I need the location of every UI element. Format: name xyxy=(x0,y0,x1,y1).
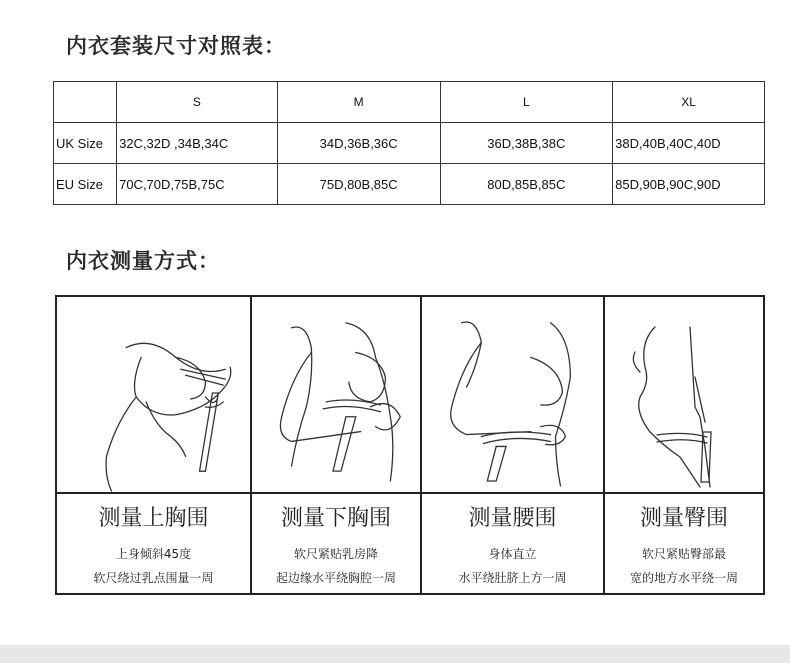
table-cell: 80D,85B,85C xyxy=(440,164,613,205)
table-cell: 70C,70D,75B,75C xyxy=(117,164,278,205)
table-row xyxy=(54,123,765,164)
table-header-cell: M xyxy=(277,82,440,123)
row-label: UK Size xyxy=(54,123,117,164)
table-header-cell: S xyxy=(117,82,278,123)
table-cell: 36D,38B,38C xyxy=(440,123,613,164)
panel-instruction: 水平绕肚脐上方一周 xyxy=(458,571,567,585)
panel-divider xyxy=(422,492,603,494)
table-header-row xyxy=(54,82,765,123)
table-row xyxy=(54,164,765,205)
footer-band xyxy=(0,645,790,663)
panel-divider xyxy=(605,492,763,494)
hip-illustration-icon xyxy=(605,297,763,492)
panel-title: 测量上胸围 xyxy=(98,506,209,531)
panel-hip xyxy=(605,297,763,593)
table-header-cell xyxy=(54,82,117,123)
panel-title: 测量腰围 xyxy=(468,506,557,531)
table-header-cell: XL xyxy=(613,82,765,123)
table-cell: 85D,90B,90C,90D xyxy=(613,164,765,205)
upper-bust-illustration-icon xyxy=(57,297,250,492)
panel-upper-bust xyxy=(57,297,252,593)
panel-instruction: 软尺紧贴乳房降 xyxy=(293,547,378,561)
size-chart-table xyxy=(53,81,765,205)
measurement-guide xyxy=(55,295,765,595)
panel-divider xyxy=(252,492,420,494)
table-cell: 34D,36B,36C xyxy=(277,123,440,164)
table-cell: 32C,32D ,34B,34C xyxy=(117,123,278,164)
waist-illustration-icon xyxy=(422,297,603,492)
panel-instruction: 上身倾斜45度 xyxy=(115,547,192,561)
panel-instruction: 宽的地方水平绕一周 xyxy=(629,571,738,585)
panel-title: 测量下胸围 xyxy=(280,506,391,531)
panel-instruction: 身体直立 xyxy=(488,547,537,561)
table-cell: 75D,80B,85C xyxy=(277,164,440,205)
panel-instruction: 软尺紧贴臀部最 xyxy=(641,547,726,561)
panel-title: 测量臀围 xyxy=(639,506,728,531)
measure-section-title: 内衣测量方式： xyxy=(66,249,220,273)
table-cell: 38D,40B,40C,40D xyxy=(613,123,765,164)
table-header-cell: L xyxy=(440,82,613,123)
size-table-title: 内衣套装尺寸对照表： xyxy=(66,34,286,58)
panel-under-bust xyxy=(252,297,422,593)
panel-divider xyxy=(57,492,250,494)
under-bust-illustration-icon xyxy=(252,297,420,492)
row-label: EU Size xyxy=(54,164,117,205)
panel-instruction: 软尺绕过乳点围量一周 xyxy=(93,571,214,585)
panel-waist xyxy=(422,297,605,593)
panel-instruction: 起边缘水平绕胸腔一周 xyxy=(275,571,396,585)
